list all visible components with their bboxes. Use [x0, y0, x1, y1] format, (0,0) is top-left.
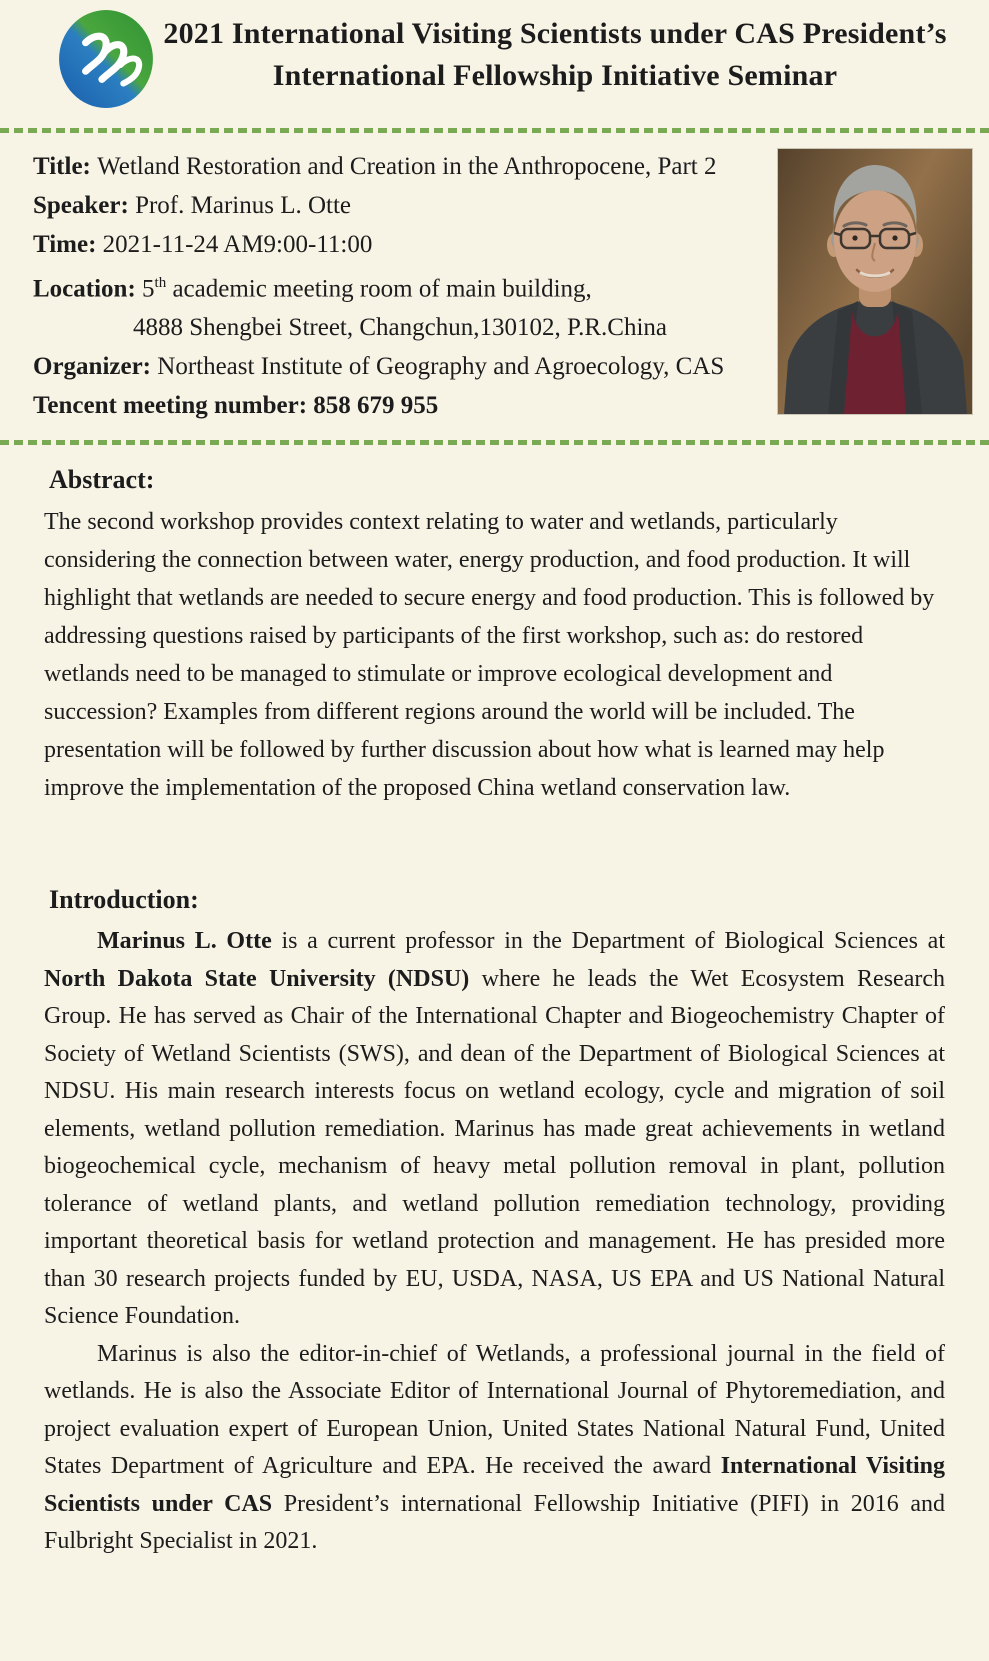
dashed-divider-bottom — [0, 440, 989, 445]
info-title: Title: Wetland Restoration and Creation in the Anthropocene, Part 2 — [33, 153, 717, 180]
introduction-paragraph-2: Marinus is also the editor-in-chief of Wetlands, a professional journal in the field of wetlands. He is also the Associate Editor of International Journal of Phytoremediation, and project evaluation expert of European Union, United States National Natural Fund, United States Department of Agriculture and EPA. He received the award International Visiting Scientists under CAS President’s international Fellowship Initiative (PIFI) in 2016 and Fulbright Specialist in 2021. — [44, 1340, 945, 1554]
info-time: Time: 2021-11-24 AM9:00-11:00 — [33, 231, 373, 258]
info-meeting-number: Tencent meeting number: 858 679 955 — [33, 392, 439, 420]
header — [0, 0, 989, 128]
info-location-line2: 4888 Shengbei Street, Changchun,130102, P.R.China — [133, 314, 667, 342]
speaker-portrait — [778, 149, 972, 414]
abstract-body: The second workshop provides context relating to water and wetlands, particularly considering the connection between water, energy production, and food production. It will highlight that wetlands are needed to secure energy and food production. This is followed by addressing questions raised by participants of the first workshop, such as: do restored wetlands need to be managed to stimulate or improve ecological development and succession? Examples from different regions around the world will be included. The presentation will be followed by further discussion about how what is learned may help improve the implementation of the proposed China wetland conservation law. — [44, 509, 935, 801]
introduction-heading: Introduction: — [49, 885, 199, 914]
page-title — [152, 0, 958, 97]
info-speaker: Speaker: Prof. Marinus L. Otte — [33, 192, 352, 219]
seminar-info — [0, 133, 989, 440]
page-title-line1: 2021 International Visiting Scientists under CAS President’s — [163, 17, 947, 50]
cas-globe-logo-icon — [54, 8, 158, 110]
info-location: Location: 5th academic meeting room of main building, — [33, 275, 592, 303]
introduction-paragraph-1: Marinus L. Otte is a current professor in the Department of Biological Sciences at North Dakota State University (NDSU) where he leads the Wet Ecosystem Research Group. He has served as Chair of the International Chapter and Biogeochemistry Chapter of Society of Wetland Scientists (SWS), and dean of the Department of Biological Sciences at NDSU. His main research interests focus on wetland ecology, cycle and migration of soil elements, wetland pollution remediation. Marinus has made great achievements in wetland biogeochemical cycle, mechanism of heavy metal pollution removal in plant, pollution tolerance of wetland plants, and wetland pollution remediation technology, providing important theoretical basis for wetland protection and management. He has presided more than 30 research projects funded by EU, USDA, NASA, US EPA and US National Natural Science Foundation. — [44, 928, 945, 1329]
abstract-heading: Abstract: — [49, 465, 155, 494]
info-organizer: Organizer: Northeast Institute of Geography and Agroecology, CAS — [33, 353, 725, 381]
page-title-line2: International Fellowship Initiative Seminar — [272, 59, 838, 92]
main-content — [0, 465, 989, 1561]
